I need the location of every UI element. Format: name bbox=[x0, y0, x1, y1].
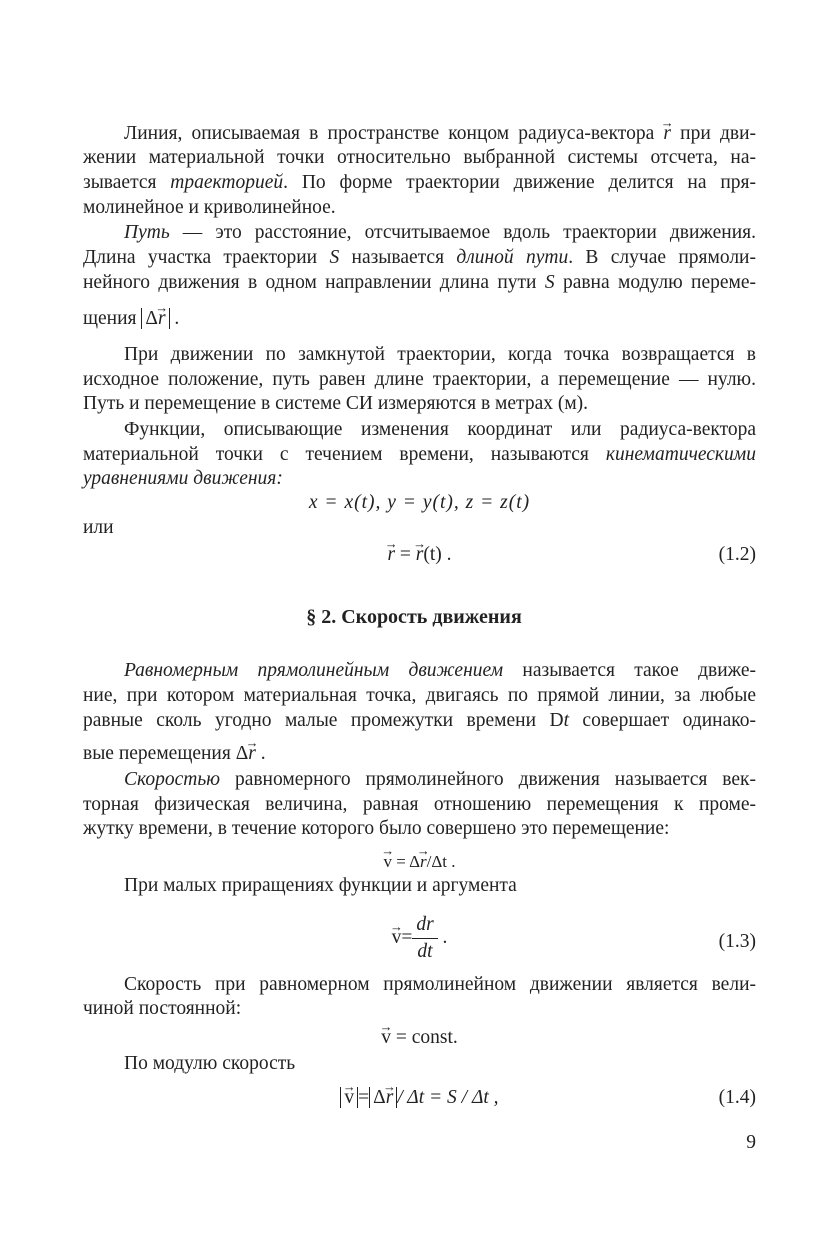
text-line: молинейное и криволинейное. bbox=[83, 197, 336, 218]
text-line: зывается траекторией. По форме траектории движение делится на пря- bbox=[83, 172, 757, 193]
text-line: исходное положение, путь равен длине траектории, а перемещение — нулю. bbox=[83, 369, 756, 390]
text-line: ние, при котором материальная точка, двигаясь по прямой линии, за любые bbox=[83, 685, 756, 706]
text-line: Скоростью равномерного прямолинейного движения называется век- bbox=[124, 769, 756, 790]
text-line: уравнениями движения: bbox=[83, 468, 283, 489]
term-velocity: Скоростью bbox=[124, 769, 220, 790]
equation-const: → v = const. bbox=[83, 1026, 756, 1050]
text-line: чиной постоянной: bbox=[83, 998, 242, 1019]
section-heading: § 2. Скорость движения bbox=[306, 606, 522, 628]
text-line: равные сколь угодно малые промежутки времени Dt совершает одинако- bbox=[83, 710, 756, 731]
equation-coordinates: x = x(t), y = y(t), z = z(t) bbox=[308, 492, 531, 513]
text-line: При движении по замкнутой траектории, когда точка возвращается в bbox=[124, 344, 756, 365]
vector-r-symbol: → r bbox=[663, 122, 671, 146]
text-line: щения Δ→ r . bbox=[83, 307, 756, 331]
text-line: По модулю скорость bbox=[124, 1053, 296, 1074]
equation-1-3: → v= $\frac{dr}{dt}$ . bbox=[83, 912, 756, 968]
text-line: или bbox=[83, 517, 114, 538]
text-line: вые перемещения Δ→ r . bbox=[83, 742, 756, 766]
equation-number: (1.3) bbox=[718, 931, 756, 952]
text-line: Функции, описывающие изменения координат или радиуса-вектора bbox=[124, 419, 756, 440]
term-path-length: длиной пути bbox=[456, 247, 569, 268]
displacement-modulus: Δ→ r bbox=[141, 308, 169, 329]
text-line: Линия, описываемая в пространстве концом радиуса-вектора → r при дви- bbox=[83, 122, 756, 146]
text-line: Скорость при равномерном прямолинейном движении является вели- bbox=[124, 974, 756, 995]
term-uniform-motion: Равномерным прямолинейным движением bbox=[124, 660, 504, 681]
text-line: Путь и перемещение в системе СИ измеряются в метрах (м). bbox=[83, 393, 589, 414]
text-line: Длина участка траектории S называется длиной пути. В случае прямоли- bbox=[83, 247, 756, 268]
text-line: Путь — это расстояние, отсчитываемое вдоль траектории движения. bbox=[124, 222, 756, 243]
text-line: торная физическая величина, равная отношению перемещения к проме- bbox=[83, 794, 756, 815]
text-line: Равномерным прямолинейным движением называется такое движе- bbox=[124, 660, 756, 681]
text-line: жутку времени, в течение которого было совершено это перемещение: bbox=[83, 818, 670, 839]
derivative-fraction: $\frac{dr}{dt}$ bbox=[412, 912, 437, 965]
equation-1-4: → v = Δ→ r / Δt = S / Δt , bbox=[83, 1086, 756, 1110]
text-line: нейного движения в одном направлении длина пути S равна модулю переме- bbox=[83, 272, 756, 293]
page-number: 9 bbox=[746, 1132, 756, 1153]
equation-number: (1.4) bbox=[718, 1087, 756, 1108]
text-line: материальной точки с течением времени, называются кинематическими bbox=[83, 444, 756, 465]
term-trajectory: траекторией bbox=[170, 172, 284, 193]
term-path: Путь bbox=[124, 222, 170, 243]
term-motion-equations: уравнениями движения bbox=[83, 468, 277, 489]
equation-1-2: → r = → r(t) . bbox=[83, 543, 756, 567]
text-line: При малых приращениях функции и аргумента bbox=[124, 875, 517, 896]
equation-number: (1.2) bbox=[718, 544, 756, 565]
equation-velocity: → v = Δ→ r/Δt . bbox=[83, 850, 756, 874]
term-kinematic: кинематическими bbox=[605, 444, 756, 465]
text-line: жении материальной точки относительно выбранной системы отсчета, на- bbox=[83, 147, 756, 168]
